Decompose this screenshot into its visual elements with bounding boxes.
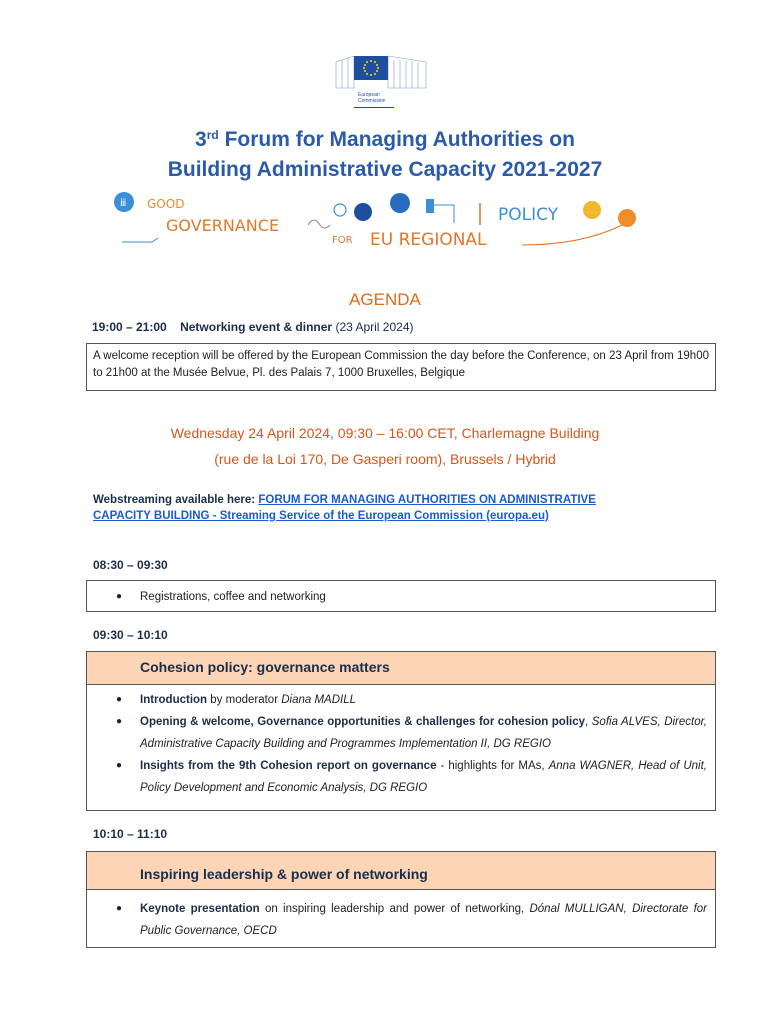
item-italic: Sofia ALVES, Director, Administrative Capacity Building and Programmes Implementation II, DG REGIO (140, 716, 708, 750)
globe-icon (390, 193, 410, 213)
logo-text-line2: Commission (358, 98, 386, 104)
item-italic: Anna WAGNER, Head of Unit, Policy Development and Economic Analysis, DG REGIO (140, 760, 707, 794)
banner-policy: POLICY (498, 205, 559, 225)
bullet-icon: ● (116, 716, 123, 727)
webstream-link-line2[interactable]: CAPACITY BUILDING - Streaming Service of the European Commission (europa.eu) (93, 510, 549, 522)
list-item (116, 898, 708, 942)
banner-governance: GOVERNANCE (166, 216, 280, 235)
slot-1-box (86, 580, 716, 612)
item-plain: by moderator (207, 694, 282, 706)
eu-flag-icon (354, 56, 388, 80)
item-italic: Diana MADILL (281, 694, 357, 706)
bullet-icon: ● (116, 591, 123, 602)
item-italic: Dónal MULLIGAN, Directorate for Public Governance, OECD (140, 903, 708, 937)
item-bold: Introduction (140, 694, 208, 706)
event-line2: (rue de la Loi 170, De Gasperi room), Brussels / Hybrid (214, 451, 556, 467)
slot-2-time: 09:30 – 10:10 (93, 628, 168, 642)
event-line1: Wednesday 24 April 2024, 09:30 – 16:00 CET, Charlemagne Building (170, 425, 600, 441)
bullet-icon: ● (116, 760, 123, 771)
logo-text (358, 92, 386, 104)
evening-box (86, 343, 716, 391)
logo-rule (354, 107, 394, 108)
banner-for: FOR (332, 235, 353, 246)
hand-icon (122, 238, 158, 242)
slot-3-box (86, 851, 716, 948)
evening-time-line (92, 320, 414, 334)
webstream-link-line1[interactable]: FORUM FOR MANAGING AUTHORITIES ON ADMINISTRATIVE (258, 494, 596, 506)
eu-circle-icon (354, 203, 372, 221)
svg-text:ⅲ: ⅲ (120, 198, 127, 209)
title-line1: Forum for Managing Authorities on (218, 128, 575, 151)
list-item (116, 711, 708, 755)
logo-text-line1: European (358, 92, 380, 98)
bullet-icon: ● (116, 694, 123, 705)
building-icon (426, 199, 434, 213)
hands-icon (334, 204, 346, 216)
good-governance-banner (112, 185, 652, 250)
webstreaming (93, 492, 693, 524)
evening-text: A welcome reception will be offered by the European Commission the day before the Conference, on 23 April from 19h00 to 21h00 at the Musée Belvue, Pl. des Palais 7, 1000 Bruxelles, Belgique (93, 350, 709, 379)
page-title (0, 120, 770, 185)
title-line2: Building Administrative Capacity 2021-2027 (167, 158, 603, 181)
item-bold: Keynote presentation (140, 903, 260, 915)
handshake-icon (308, 220, 330, 228)
webstream-label: Webstreaming available here: (93, 494, 256, 506)
slot-2-box (86, 651, 716, 811)
item-text: Registrations, coffee and networking (140, 591, 326, 603)
banner-good: GOOD (147, 197, 185, 211)
list-item (116, 689, 707, 711)
title-ordinal-sup: rd (206, 128, 219, 142)
item-bold: Opening & welcome, Governance opportunities & challenges for cohesion policy (140, 716, 586, 728)
list-item (116, 586, 707, 608)
evening-time: 19:00 – 21:00 (92, 320, 167, 334)
bullet-icon: ● (116, 903, 123, 914)
european-commission-logo (334, 52, 430, 110)
evening-label: Networking event & dinner (180, 320, 333, 334)
item-plain: on inspiring leadership and power of networking, (259, 903, 530, 915)
item-plain: - highlights for MAs, (436, 760, 549, 772)
section-heading: Inspiring leadership & power of networking (87, 852, 715, 890)
item-plain: , (585, 716, 592, 728)
target-icon (618, 209, 636, 227)
section-heading: Cohesion policy: governance matters (87, 652, 715, 685)
list-item (116, 755, 707, 799)
agenda-heading: AGENDA (349, 290, 421, 309)
slot-3-time: 10:10 – 11:10 (93, 827, 168, 841)
bulb-icon (583, 201, 601, 219)
evening-date: (23 April 2024) (335, 320, 414, 334)
slot-1-time: 08:30 – 09:30 (93, 558, 168, 572)
banner-eu-regional: EU REGIONAL (370, 230, 487, 250)
item-bold: Insights from the 9th Cohesion report on governance (140, 760, 437, 772)
title-ordinal: 3 (195, 128, 207, 151)
